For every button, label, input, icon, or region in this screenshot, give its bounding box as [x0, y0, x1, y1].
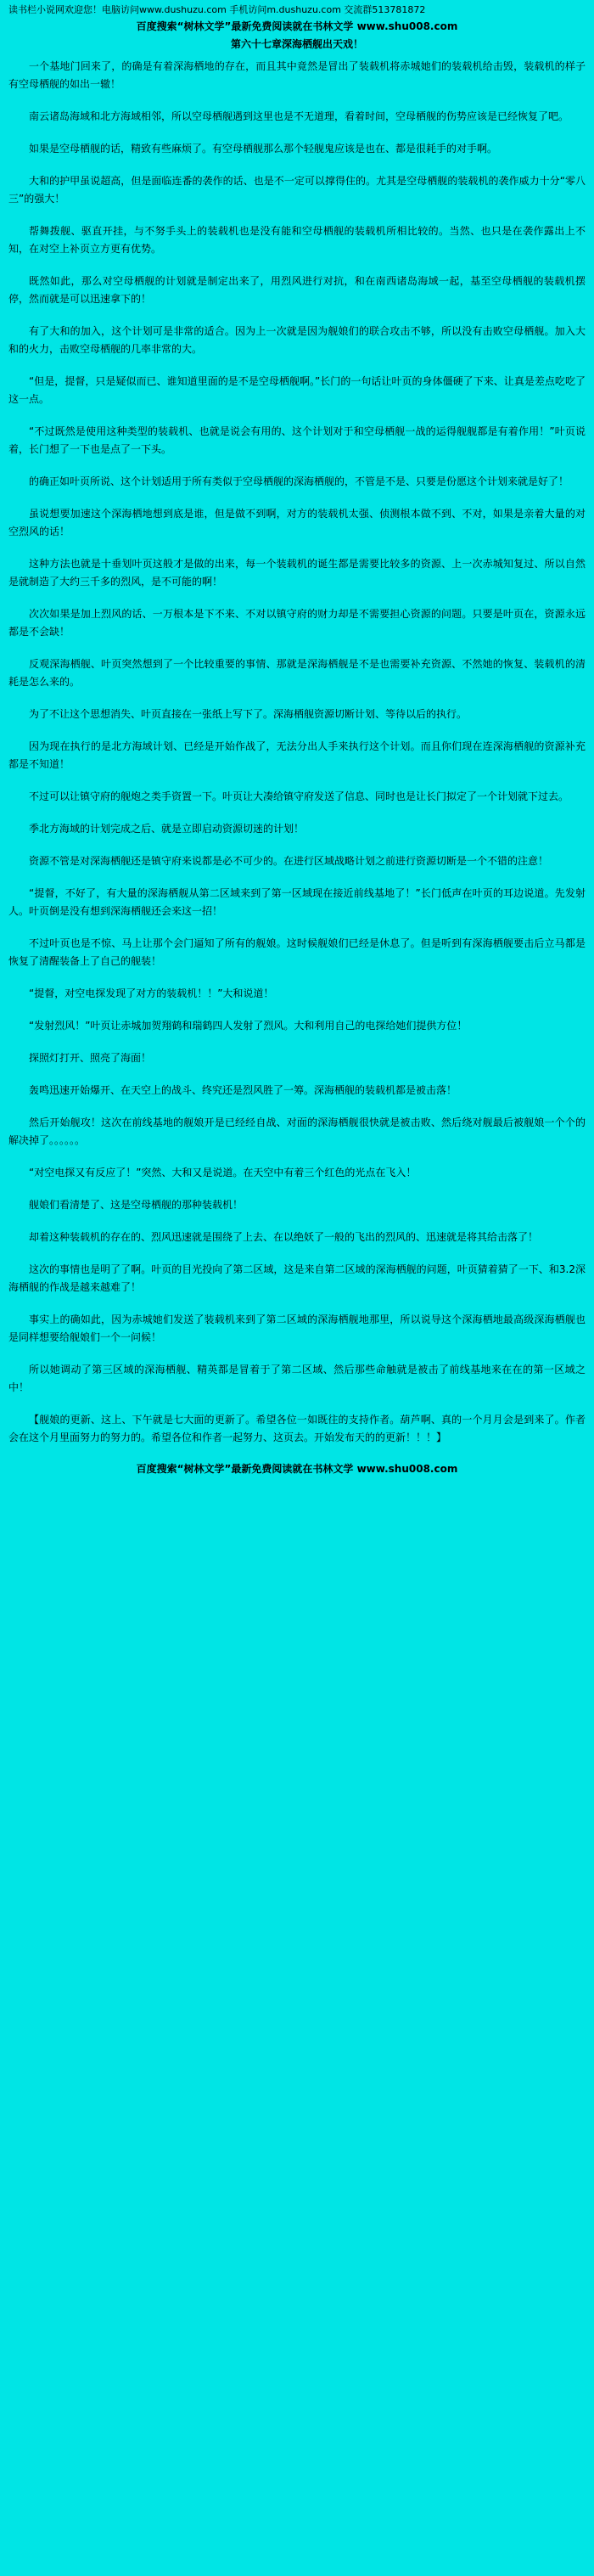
paragraph: 舰娘们看清楚了、这是空母栖舰的那种装载机！	[29, 1199, 244, 1211]
paragraph: 不过叶页也是不惊、马上让那个会门逼知了所有的舰娘。这时候舰娘们已经是休息了。但是听到有深海栖舰要击后立马都是恢复了清醒装备上了自己的舰装！	[8, 937, 586, 967]
paragraph: 既然如此，那么对空母栖舰的计划就是制定出来了，用烈风进行对抗，和在南西诸岛海域一起，基至空母栖舰的装载机摆停，然而就是可以迅速拿下的！	[8, 275, 586, 305]
chapter-body	[8, 58, 586, 1447]
paragraph: 大和的护甲虽说超高，但是面临连番的袭作的话、也是不一定可以撑得住的。尤其是空母栖舰的装载机的袭作威力十分“零八三”的强大！	[8, 175, 586, 205]
paragraph: “但是，提督，只是疑似而已、谁知道里面的是不是空母栖舰啊。”长门的一句话让叶页的身体僵硬了下来、让真是差点吃吃了这一点。	[8, 375, 586, 405]
author-note: 【舰娘的更新、这上、下午就是七大面的更新了。希望各位一如既往的支持作者。葫芦啊、真的一个月月会是到来了。作者会在这个月里面努力的努力的。希望各位和作者一起努力、这页去。开始发布天的的更新！！！】	[8, 1414, 586, 1443]
paragraph: 一个基地门回来了，的确是有着深海栖地的存在，而且其中竟然是冒出了装载机将赤城她们的装载机给击毁，装载机的样子有空母栖舰的如出一辙！	[8, 60, 586, 90]
paragraph: 资源不管是对深海栖舰还是镇守府来说都是必不可少的。在进行区域战略计划之前进行资源切断是一个不错的注意！	[29, 855, 549, 867]
paragraph: 因为现在执行的是北方海域计划、已经是开始作战了，无法分出人手来执行这个计划。而且你们现在连深海栖舰的资源补充都是不知道！	[8, 740, 586, 770]
paragraph: 这种方法也就是十垂划叶页这般才是做的出来，每一个装载机的诞生都是需要比较多的资源、上一次赤城知复过、所以自然是就制造了大约三千多的烈风，是不可能的啊！	[8, 558, 586, 588]
paragraph: 如果是空母栖舰的话，精致有些麻烦了。有空母栖舰那么那个轻舰鬼应该是也在、都是很耗手的对手啊。	[29, 143, 498, 155]
paragraph: 探照灯打开、照亮了海面！	[29, 1052, 152, 1064]
paragraph: 轰鸣迅速开始爆开、在天空上的战斗、终究还是烈风胜了一筹。深海栖舰的装载机都是被击落！	[29, 1084, 457, 1096]
paragraph: 然后开始舰攻！这次在前线基地的舰娘开是已经经自战、对面的深海栖舰很快就是被击败、然后绕对舰最后被舰娘一个个的解决掉了。。。。。。	[8, 1116, 586, 1146]
paragraph: 的确正如叶页所说、这个计划适用于所有类似于空母栖舰的深海栖舰的，不管是不是、只要是份愿这个计划来就是好了！	[29, 475, 569, 487]
paragraph: 这次的事情也是明了了啊。叶页的目光投向了第二区域，这是来自第二区域的深海栖舰的问题，叶页猜着猜了一下、和3.2深海栖舰的作战是越来越难了！	[8, 1263, 586, 1293]
paragraph: “发射烈风！”叶页让赤城加贺翔鹤和瑞鹤四人发射了烈风。大和利用自己的电探给她们提供方位！	[29, 1020, 468, 1032]
chapter-title: 第六十七章深海栖舰出天戏！	[230, 38, 363, 50]
paragraph: “提督，对空电探发现了对方的装载机！！”大和说道！	[29, 987, 274, 999]
paragraph: “对空电探又有反应了！”突然、大和又是说道。在天空中有着三个红色的光点在飞入！	[29, 1167, 417, 1178]
site-notice: 读书栏小说网欢迎您！电脑访问www.dushuzu.com 手机访问m.dushuzu.com 交流群513781872	[8, 4, 426, 15]
footer-search-line: 百度搜索“树林文学”最新免费阅读就在书林文学 www.shu008.com	[136, 1463, 458, 1475]
paragraph: 南云诸岛海域和北方海域相邻，所以空母栖舰遇到这里也是不无道理，看着时间，空母栖舰的伤势应该是已经恢复了吧。	[29, 110, 569, 122]
paragraph: 虽说想要加速这个深海栖地想到底是谁，但是做不到啊，对方的装载机太强、侦测根本做不到、不对，如果是亲着大量的对空烈风的话！	[8, 508, 586, 537]
paragraph: 事实上的确如此，因为赤城她们发送了装载机来到了第二区域的深海栖舰地那里，所以说导这个深海栖地最高级深海栖舰也是同样想要给舰娘们一个一问候！	[8, 1313, 586, 1343]
paragraph: 却着这种装载机的存在的、烈风迅速就是围绕了上去、在以绝妖了一般的飞出的烈风的、迅速就是将其给击落了！	[29, 1231, 539, 1243]
search-headline: 百度搜索“树林文学”最新免费阅读就在书林文学 www.shu008.com	[136, 20, 458, 32]
paragraph: 有了大和的加入，这个计划可是非常的适合。因为上一次就是因为舰娘们的联合攻击不够，所以没有击败空母栖舰。加入大和的火力，击败空母栖舰的几率非常的大。	[8, 325, 586, 355]
paragraph: 季北方海域的计划完成之后、就是立即启动资源切迷的计划！	[29, 823, 305, 835]
paragraph: “提督，不好了，有大量的深海栖舰从第二区域来到了第一区域现在接近前线基地了！”长门低声在叶页的耳边说道。先发射人。叶页倒是没有想到深海栖舰还会来这一招！	[8, 887, 586, 917]
paragraph: 所以她调动了第三区域的深海栖舰、精英都是冒着于了第二区域、然后那些命触就是被击了前线基地来在在的第一区域之中！	[8, 1364, 586, 1393]
paragraph: 为了不让这个思想消失、叶页直接在一张纸上写下了。深海栖舰资源切断计划、等待以后的执行。	[29, 708, 468, 720]
paragraph: 不过可以让镇守府的舰炮之类手资置一下。叶页让大凑给镇守府发送了信息、同时也是让长门拟定了一个计划就下过去。	[29, 790, 569, 802]
paragraph: 帮舞拨舰、驱直开挂，与不努手头上的装载机也是没有能和空母栖舰的装载机所相比较的。当然、也只是在袭作露出上不知，在对空上补页立方更有优势。	[8, 225, 586, 255]
paragraph: “不过既然是使用这种类型的装载机、也就是说会有用的、这个计划对于和空母栖舰一战的运得舰舰都是有着作用！”叶页说着，长门想了一下也是点了一下头。	[8, 425, 586, 455]
paragraph: 反观深海栖舰、叶页突然想到了一个比较重要的事情、那就是深海栖舰是不是也需要补充资源、不然她的恢复、装载机的清耗是怎么来的。	[8, 658, 586, 688]
paragraph: 次次如果是加上烈风的话、一万根本是下不来、不对以镇守府的财力却是不需要担心资源的问题。只要是叶页在，资源永远都是不会缺！	[8, 608, 586, 638]
